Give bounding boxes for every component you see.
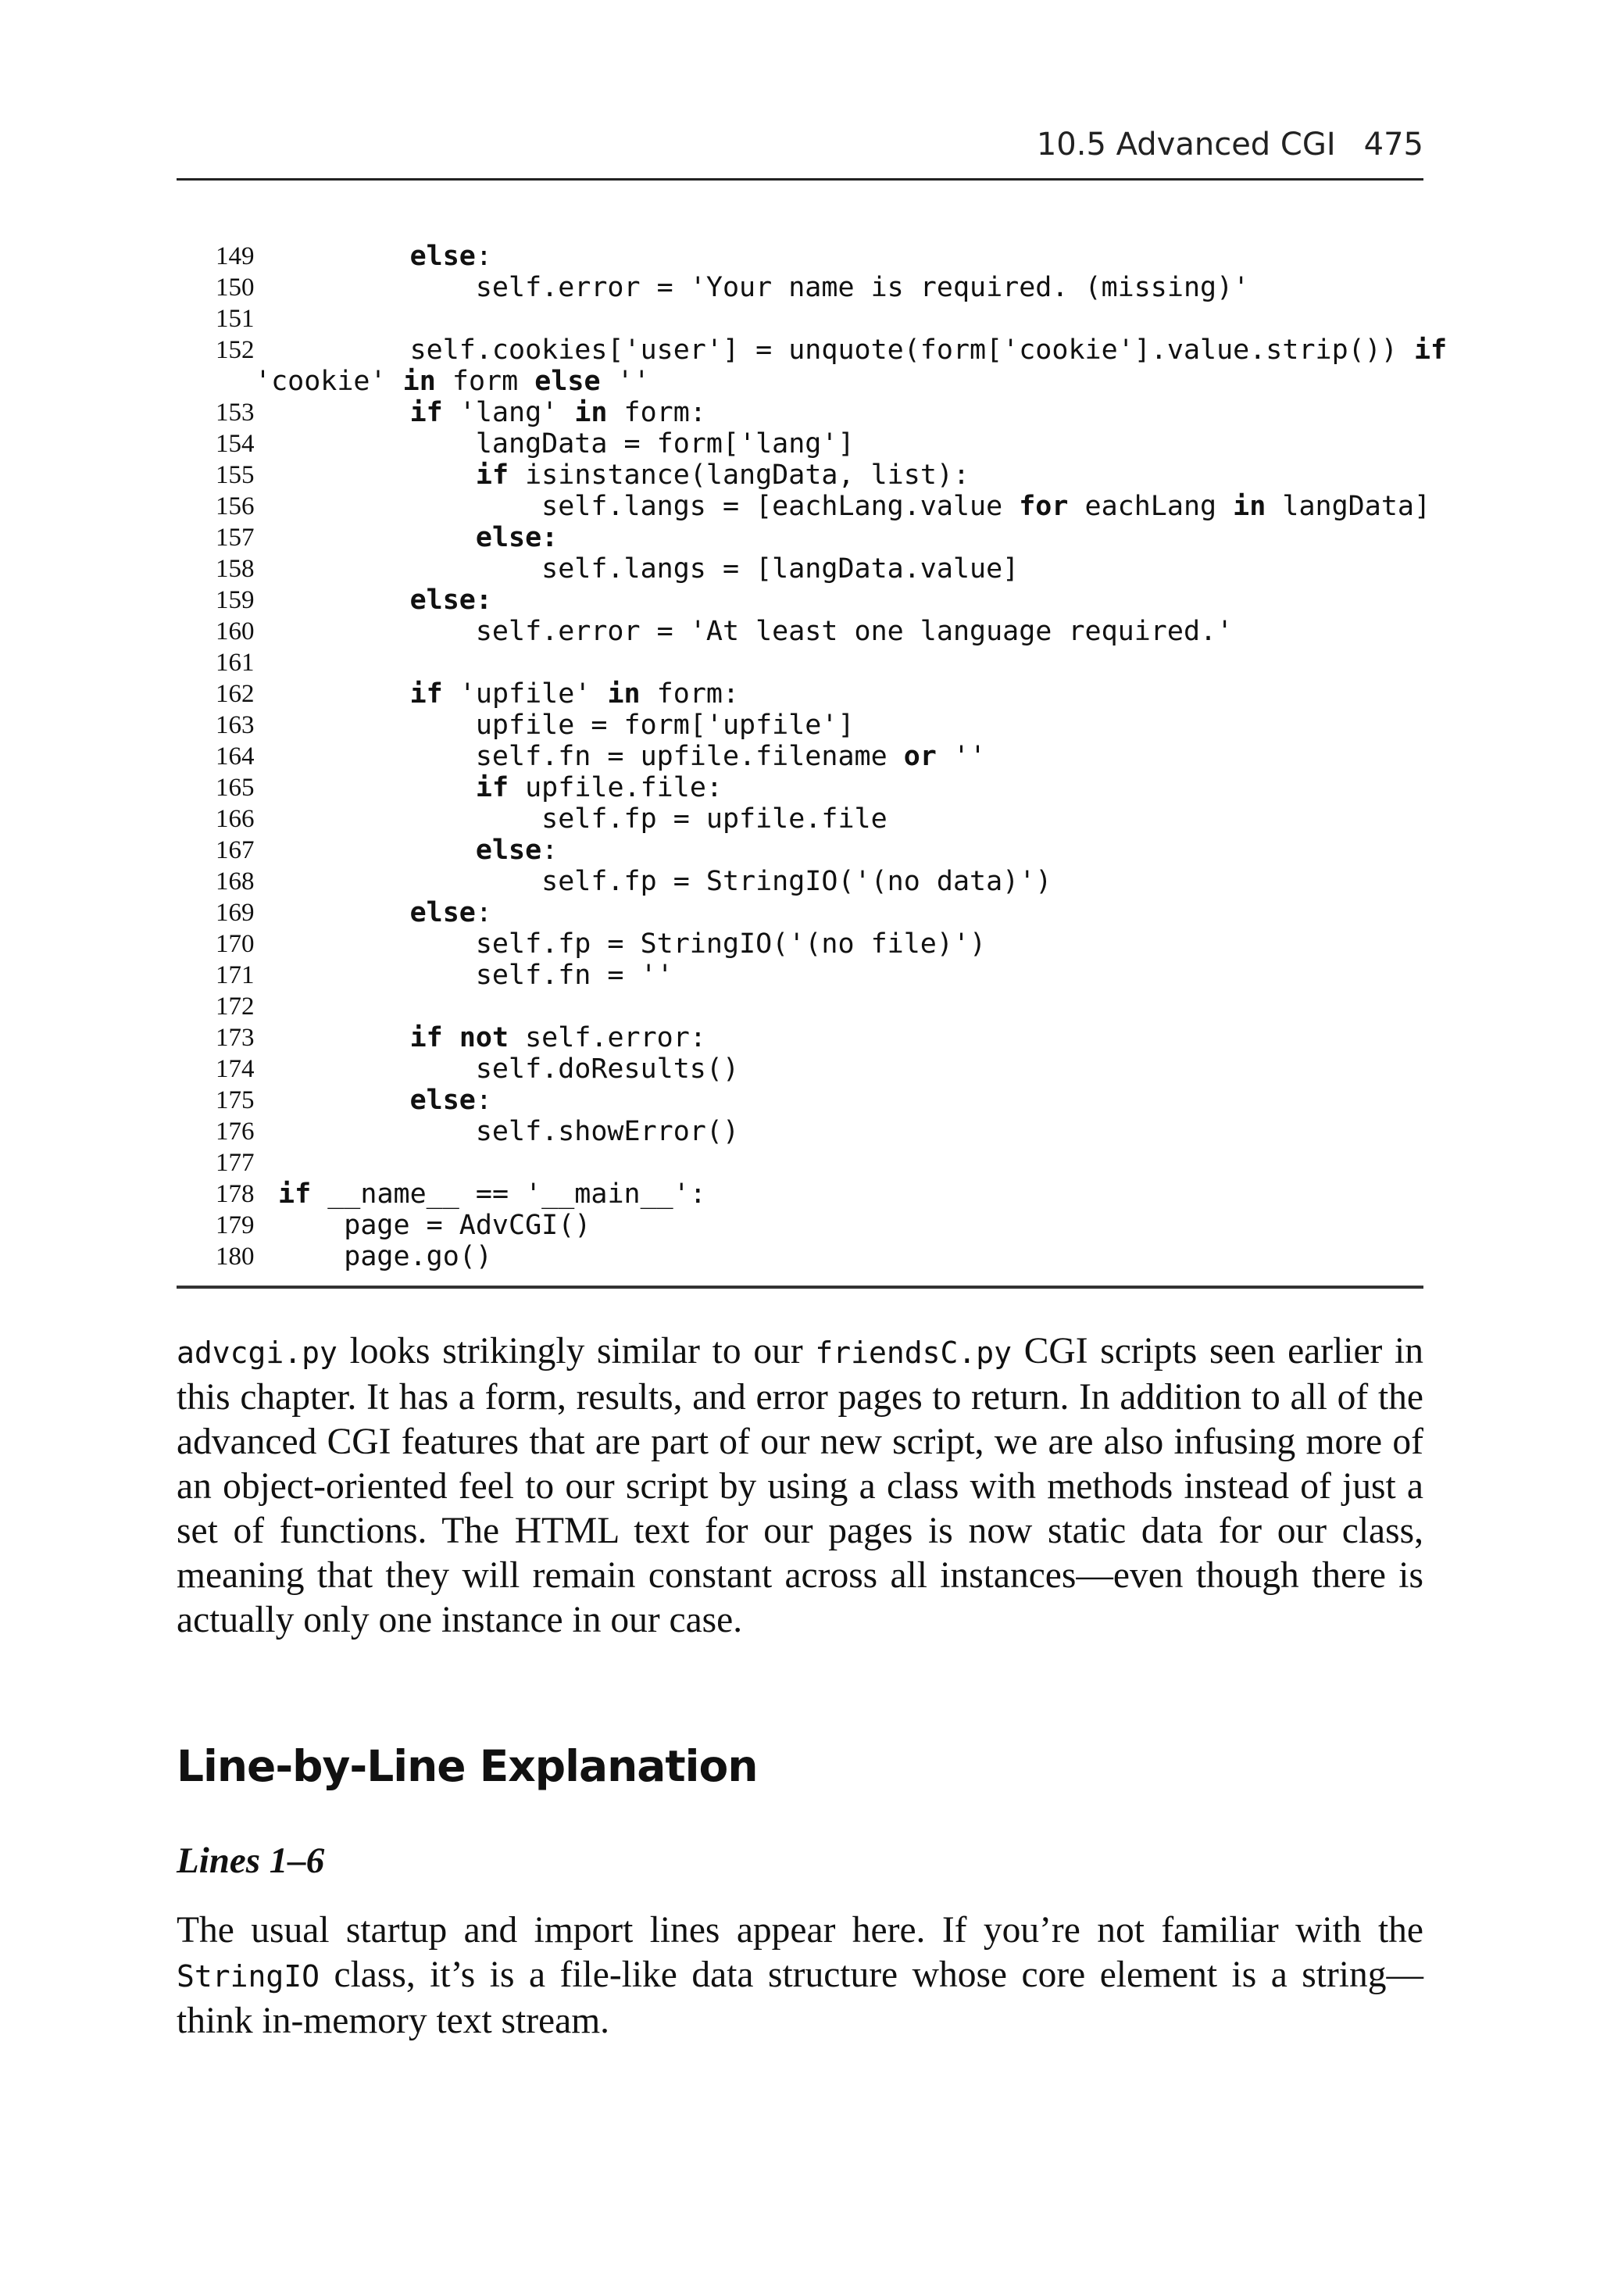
code-text: [278, 397, 706, 428]
code-keyword: in: [607, 678, 641, 710]
paragraph-text: class, it’s is a file-like data structure whose core element is a string—think in-memory text stream.: [177, 1954, 1423, 2041]
code-text: [278, 803, 888, 835]
code-text: [278, 866, 1052, 897]
code-token: form:: [607, 397, 706, 428]
code-keyword: if: [409, 678, 443, 710]
line-number: 154: [216, 430, 255, 458]
code-token: [278, 678, 410, 710]
code-token: self.error = 'At least one language required.': [278, 616, 1234, 647]
code-token: :: [475, 1085, 492, 1116]
code-token: upfile.file:: [509, 772, 723, 803]
line-number: 151: [216, 305, 255, 333]
line-number: 149: [216, 242, 255, 270]
paragraph-text: The usual startup and import lines appear here. If you’re not familiar with the: [177, 1910, 1423, 1951]
page-number: 475: [1363, 127, 1423, 163]
code-token: self.fp = StringIO('(no file)'): [278, 928, 987, 960]
code-listing: [177, 241, 1448, 1289]
line-number: 156: [216, 492, 255, 520]
code-token: [278, 241, 410, 272]
code-token: :: [475, 897, 492, 928]
code-token: langData = form['lang']: [278, 428, 855, 460]
line-number: 164: [216, 742, 255, 771]
code-keyword: else: [409, 241, 476, 272]
code-token: 'lang': [442, 397, 575, 428]
line-number: 176: [216, 1118, 255, 1146]
code-token: page = AdvCGI(): [278, 1210, 591, 1241]
code-token: langData]: [1266, 491, 1431, 522]
code-token: 'cookie': [255, 366, 403, 397]
paragraph-text: CGI scripts seen earlier in this chapter. It has a form, results, and error pages to return. In addition to all of the advanced CGI features that are part of our new script, we are also infusing more of an object-oriented feel to our script by using a class with methods instead of just a set of functions. The HTML text for our pages is now static data for our class, meaning that they will remain constant across all instances—even though there is actually only one instance in our case.: [177, 1331, 1423, 1640]
code-keyword: if: [475, 460, 509, 491]
code-token: [443, 1022, 459, 1053]
inline-code: friendsC.py: [815, 1336, 1012, 1370]
code-token: [278, 772, 476, 803]
code-token: [278, 585, 410, 616]
code-token: self.error:: [509, 1022, 706, 1053]
code-text: [278, 1116, 739, 1147]
running-head: [1037, 127, 1423, 163]
code-token: [278, 397, 410, 428]
code-text: [278, 241, 492, 272]
code-keyword: else: [409, 585, 476, 616]
line-number: 169: [216, 899, 255, 927]
line-number: 159: [216, 586, 255, 614]
code-token: self.langs = [langData.value]: [278, 553, 1020, 585]
code-token: self.langs = [eachLang.value: [278, 491, 1020, 522]
subsection-heading: Lines 1–6: [177, 1840, 325, 1881]
code-token: form: [435, 366, 535, 397]
code-keyword: in: [574, 397, 608, 428]
code-token: 'upfile': [442, 678, 608, 710]
code-token: self.fp = upfile.file: [278, 803, 888, 835]
line-number: 163: [216, 711, 255, 739]
code-text: [278, 460, 970, 491]
code-text: [278, 772, 723, 803]
code-keyword: else: [475, 835, 542, 866]
code-token: self.showError(): [278, 1116, 740, 1147]
code-keyword: :: [541, 522, 559, 553]
code-text: [278, 678, 739, 710]
code-token: self.cookies['user'] = unquote(form['cookie'].value.strip()): [278, 334, 1414, 366]
code-token: upfile = form['upfile']: [278, 710, 855, 741]
line-number: 179: [216, 1211, 255, 1239]
code-keyword: in: [1233, 491, 1266, 522]
code-token: self.fp = StringIO('(no data)'): [278, 866, 1052, 897]
code-text: [278, 1085, 492, 1116]
code-text: [278, 1053, 739, 1085]
line-number: 162: [216, 680, 255, 708]
line-number: 174: [216, 1055, 255, 1083]
code-text: [278, 428, 855, 460]
code-keyword: if: [409, 397, 443, 428]
code-keyword: if: [278, 1178, 312, 1210]
code-keyword: in: [402, 366, 436, 397]
code-token: '': [936, 741, 987, 772]
code-keyword: else: [409, 897, 476, 928]
section-title: 10.5 Advanced CGI: [1036, 127, 1336, 163]
inline-code: StringIO: [177, 1959, 320, 1994]
inline-code: advcgi.py: [177, 1336, 338, 1370]
code-text: [278, 334, 1447, 366]
line-number: 177: [216, 1149, 255, 1177]
line-number: 178: [216, 1180, 255, 1208]
line-number: 166: [216, 805, 255, 833]
code-keyword: if: [1413, 334, 1448, 366]
line-number: 150: [216, 274, 255, 302]
code-token: :: [541, 835, 559, 866]
code-token: self.error = 'Your name is required. (missing)': [278, 272, 1250, 303]
code-text: [278, 522, 558, 553]
section-heading: Line-by-Line Explanation: [177, 1741, 758, 1791]
line-number: 157: [216, 524, 255, 552]
page-header: [177, 123, 1423, 181]
line-number: 153: [216, 399, 255, 427]
code-token: __name__ == '__main__':: [311, 1178, 706, 1210]
code-token: [278, 1085, 410, 1116]
code-text: [278, 1210, 591, 1241]
line-number: 158: [216, 555, 255, 583]
code-text: [278, 960, 673, 991]
code-keyword: or: [903, 741, 937, 772]
line-number: 155: [216, 461, 255, 489]
code-token: [278, 897, 410, 928]
code-token: eachLang: [1068, 491, 1234, 522]
code-text: [278, 741, 986, 772]
code-keyword: if: [409, 1022, 443, 1053]
code-token: self.fn = upfile.filename: [278, 741, 904, 772]
code-text: [278, 710, 855, 741]
line-number: 171: [216, 961, 255, 989]
code-keyword: not: [459, 1022, 509, 1053]
code-text: [278, 1022, 706, 1053]
code-token: :: [475, 241, 492, 272]
code-text: [278, 835, 558, 866]
code-token: isinstance(langData, list):: [509, 460, 970, 491]
line-number: 170: [216, 930, 255, 958]
code-keyword: else: [475, 522, 542, 553]
code-text: [278, 272, 1249, 303]
line-number: 168: [216, 867, 255, 896]
line-number: 175: [216, 1086, 255, 1114]
code-token: [278, 1022, 410, 1053]
code-text: [278, 616, 1233, 647]
code-text: [278, 585, 492, 616]
code-token: form:: [640, 678, 740, 710]
code-token: [278, 460, 476, 491]
code-token: self.doResults(): [278, 1053, 740, 1085]
code-text: [278, 491, 1430, 522]
code-text: [278, 553, 1019, 585]
code-text: [278, 928, 986, 960]
paragraph-text: looks strikingly similar to our: [337, 1331, 816, 1372]
line-number: 152: [216, 336, 255, 364]
code-keyword: else: [409, 1085, 476, 1116]
code-text: [278, 1241, 492, 1272]
code-keyword: :: [475, 585, 492, 616]
line-number: 167: [216, 836, 255, 864]
code-token: self.fn = '': [278, 960, 673, 991]
code-token: '': [600, 366, 650, 397]
line-number: 161: [216, 649, 255, 677]
code-text: [255, 366, 650, 397]
code-token: page.go(): [278, 1241, 492, 1272]
line-number: 173: [216, 1024, 255, 1052]
code-text: [278, 897, 492, 928]
code-token: [278, 522, 476, 553]
line-number: 160: [216, 617, 255, 646]
code-keyword: if: [475, 772, 509, 803]
code-keyword: for: [1019, 491, 1069, 522]
body-paragraph: [177, 1329, 1423, 1643]
code-token: [278, 835, 476, 866]
code-keyword: else: [534, 366, 601, 397]
body-paragraph: [177, 1908, 1423, 2044]
line-number: 180: [216, 1243, 255, 1271]
line-number: 165: [216, 774, 255, 802]
line-number: 172: [216, 992, 255, 1021]
code-text: [278, 1178, 706, 1210]
